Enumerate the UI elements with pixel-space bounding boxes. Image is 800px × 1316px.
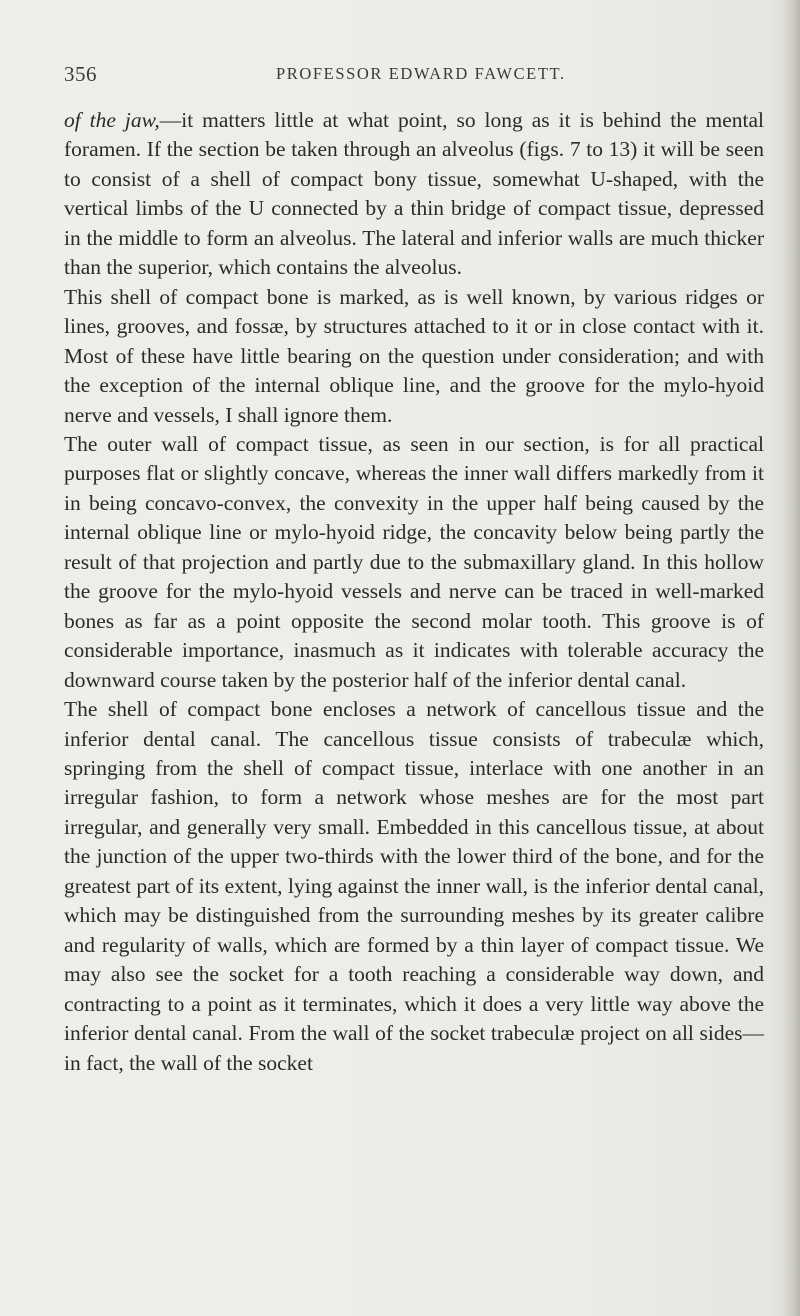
paragraph-4: The shell of compact bone encloses a network of cancellous tissue and the inferior dental canal. The cancellous tissue consists of trabeculæ which, springing from the shell of compact tissue, interlace with one another in an irregular fashion, to form a network whose meshes are for the most part irregular, and generally very small. Embedded in this cancellous tissue, at about the junction of the upper two-thirds with the lower third of the bone, and for the greatest part of its extent, lying against the inner wall, is the inferior dental canal, which may be distinguished from the surrounding meshes by its greater calibre and regularity of walls, which are formed by a thin layer of compact tissue. We may also see the socket for a tooth reaching a considerable way down, and contracting to a point as it terminates, which it does a very little way above the inferior dental canal. From the wall of the socket trabeculæ project on all sides—in fact, the wall of the socket xyxy=(64,697,764,1075)
paragraph-1-italic-lead: of the jaw, xyxy=(64,108,160,132)
running-head-title: PROFESSOR EDWARD FAWCETT. xyxy=(276,64,566,83)
page-number: 356 xyxy=(64,62,97,86)
paragraph-3: The outer wall of compact tissue, as seen in our section, is for all practical purposes flat or slightly concave, whereas the inner wall differs markedly from it in being concavo-convex, the convexity in the upper half being caused by the internal oblique line or mylo-hyoid ridge, the concavity below being partly the result of that projection and partly due to the submaxillary gland. In this hollow the groove for the mylo-hyoid vessels and nerve can be traced in well-marked bones as far as a point opposite the second molar tooth. This groove is of considerable importance, inasmuch as it indicates with tolerable accuracy the downward course taken by the posterior half of the inferior dental canal. xyxy=(64,431,764,692)
running-head xyxy=(64,62,764,88)
paragraph-1 xyxy=(64,106,764,283)
paragraph-1-text: —it matters little at what point, so long as it is behind the mental foramen. If the section be taken through an alveolus (figs. 7 to 13) it will be seen to consist of a shell of compact bony tissue, somewhat U-shaped, with the vertical limbs of the U connected by a thin bridge of compact tissue, depressed in the middle to form an alveolus. The lateral and inferior walls are much thicker than the superior, which contains the alveolus. xyxy=(64,108,764,280)
body-text xyxy=(64,106,764,1078)
paragraph-2: This shell of compact bone is marked, as is well known, by various ridges or lines, grooves, and fossæ, by structures attached to it or in close contact with it. Most of these have little bearing on the question under consideration; and with the exception of the internal oblique line, and the groove for the mylo-hyoid nerve and vessels, I shall ignore them. xyxy=(64,284,764,427)
page-edge-shadow xyxy=(782,0,800,1316)
